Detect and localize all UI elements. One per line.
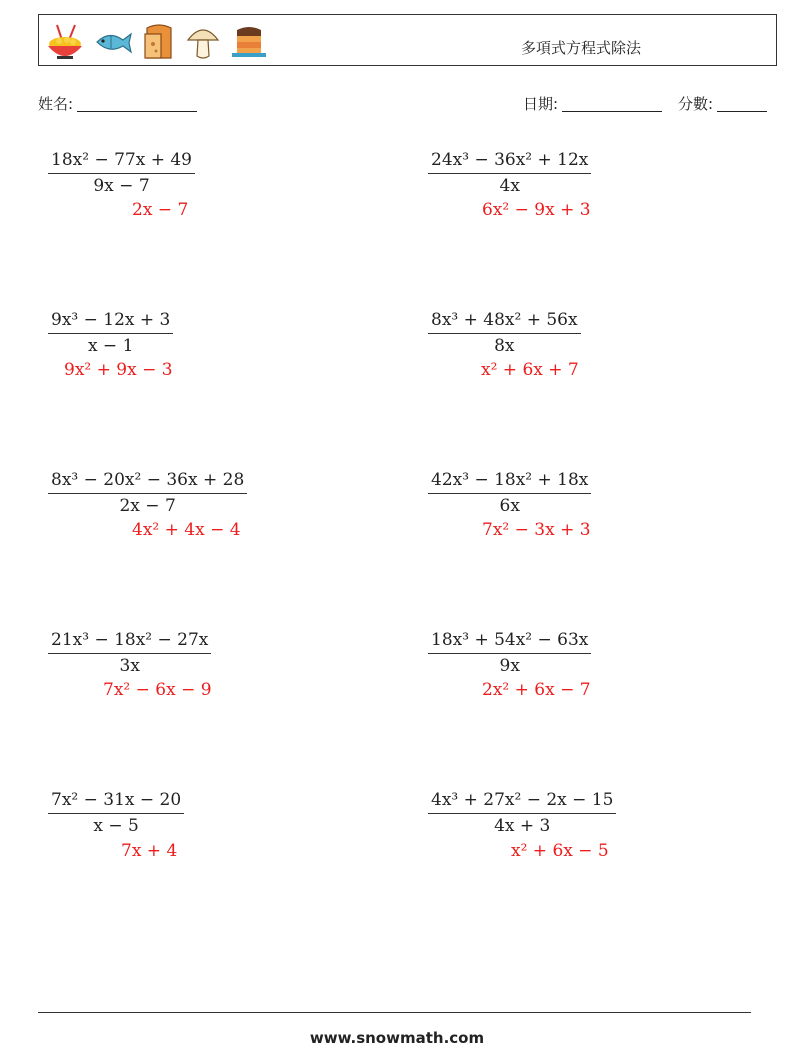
fraction [428,630,591,676]
name-blank[interactable] [77,95,197,112]
problem-3 [48,310,173,356]
food-bowl-icon [45,22,85,62]
answer-5: 4x² + 4x − 4 [132,520,241,540]
answer-4: x² + 6x + 7 [481,360,579,380]
score-field [678,93,767,114]
mushroom-icon [185,22,221,62]
problem-10 [428,790,616,836]
problem-5 [48,470,247,516]
numerator: 8x³ − 20x² − 36x + 28 [48,470,247,494]
numerator: 24x³ − 36x² + 12x [428,150,591,174]
numerator: 21x³ − 18x² − 27x [48,630,211,654]
numerator: 18x² − 77x + 49 [48,150,195,174]
denominator: 4x + 3 [494,816,551,836]
denominator: x − 5 [93,816,139,836]
date-label: 日期: [523,95,559,113]
answer-7: 7x² − 6x − 9 [103,680,212,700]
denominator: 4x [499,176,520,196]
answer-1: 2x − 7 [132,200,189,220]
header-box [38,14,777,66]
numerator: 7x² − 31x − 20 [48,790,184,814]
answer-6: 7x² − 3x + 3 [482,520,591,540]
fraction [428,790,616,836]
fraction [428,470,591,516]
denominator: x − 1 [87,336,134,356]
problem-8 [428,630,591,676]
numerator: 18x³ + 54x² − 63x [428,630,591,654]
fraction [48,150,195,196]
answer-8: 2x² + 6x − 7 [482,680,591,700]
bread-icon [141,22,177,62]
fraction [48,630,211,676]
denominator: 8x [494,336,515,356]
numerator: 9x³ − 12x + 3 [48,310,173,334]
problem-9 [48,790,184,836]
denominator: 6x [499,496,520,516]
footer-divider [38,1012,751,1013]
footer-url[interactable]: www.snowmath.com [309,1029,485,1047]
name-field [38,93,197,114]
cake-icon [229,22,269,62]
denominator: 3x [119,656,140,676]
date-blank[interactable] [562,95,662,112]
numerator: 8x³ + 48x² + 56x [428,310,581,334]
fish-icon [93,22,133,62]
denominator: 9x − 7 [93,176,150,196]
fraction [48,790,184,836]
numerator: 42x³ − 18x² + 18x [428,470,591,494]
denominator: 9x [499,656,520,676]
denominator: 2x − 7 [119,496,176,516]
fraction [48,310,173,356]
problem-4 [428,310,581,356]
header-icons [45,22,269,62]
fraction [428,310,581,356]
score-label: 分數: [678,95,714,113]
numerator: 4x³ + 27x² − 2x − 15 [428,790,616,814]
worksheet-title: 多項式方程式除法 [521,39,642,57]
date-field [523,93,662,114]
score-blank[interactable] [717,95,767,112]
answer-9: 7x + 4 [121,841,178,861]
name-label: 姓名: [38,95,74,113]
problem-7 [48,630,211,676]
fraction [48,470,247,516]
fraction [428,150,591,196]
answer-3: 9x² + 9x − 3 [64,360,173,380]
answer-2: 6x² − 9x + 3 [482,200,591,220]
problem-1 [48,150,195,196]
problem-2 [428,150,591,196]
problem-6 [428,470,591,516]
answer-10: x² + 6x − 5 [511,841,609,861]
